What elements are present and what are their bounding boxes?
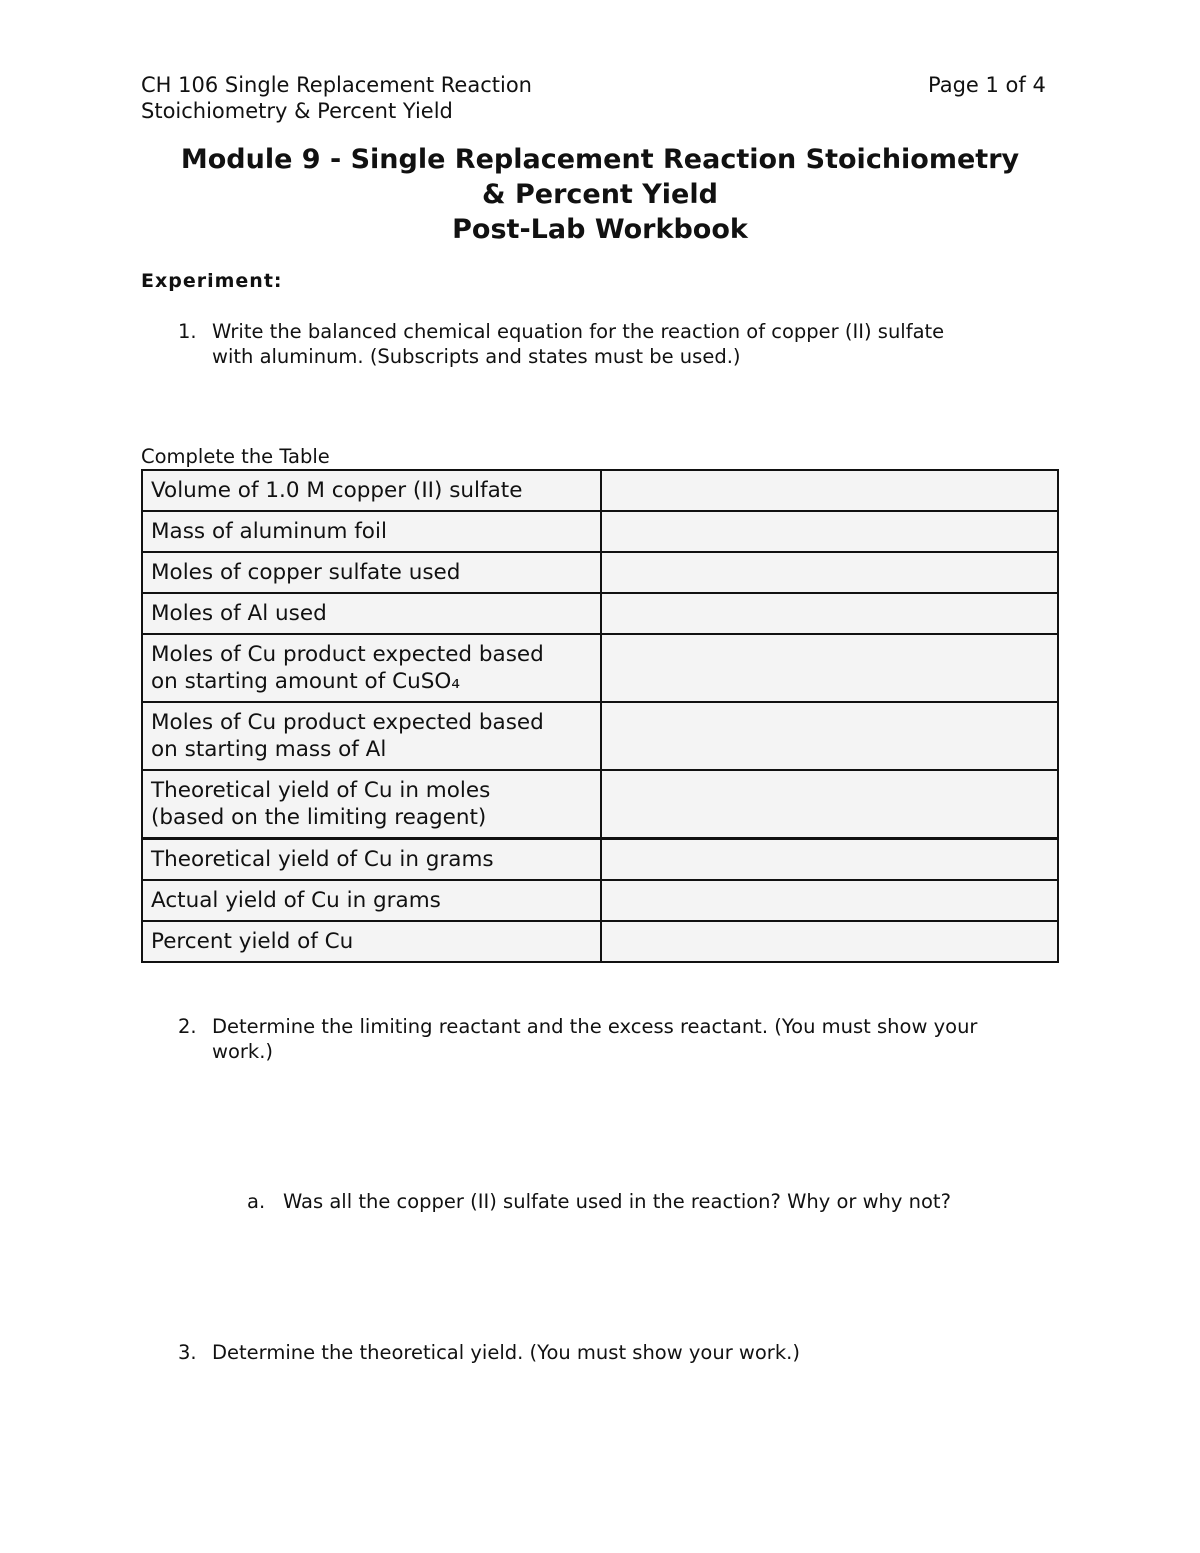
table-row xyxy=(142,470,1058,511)
row-value-cell[interactable] xyxy=(601,839,1058,881)
row-value-cell[interactable] xyxy=(601,552,1058,593)
question-text-line: Determine the theoretical yield. (You must show your work.) xyxy=(212,1341,800,1364)
table-row xyxy=(142,511,1058,552)
question-text xyxy=(212,1340,800,1365)
question-number: 3. xyxy=(178,1341,197,1364)
row-label: Actual yield of Cu in grams xyxy=(142,880,601,921)
results-table xyxy=(141,469,1059,963)
row-value-cell[interactable] xyxy=(601,634,1058,702)
row-label: Mass of aluminum foil xyxy=(142,511,601,552)
question-text xyxy=(283,1189,951,1214)
table-row xyxy=(142,770,1058,839)
section-heading-experiment: Experiment: xyxy=(141,270,283,292)
question-number: 1. xyxy=(178,320,197,343)
row-label: Moles of Cu product expected based on starting mass of Al xyxy=(142,702,601,770)
row-value-cell[interactable] xyxy=(601,511,1058,552)
row-label: Moles of Al used xyxy=(142,593,601,634)
question-text-line: Write the balanced chemical equation for the reaction of copper (II) sulfate xyxy=(212,320,945,343)
title-line-3: Post-Lab Workbook xyxy=(452,214,748,245)
table-row xyxy=(142,880,1058,921)
table-row xyxy=(142,593,1058,634)
row-value-cell[interactable] xyxy=(601,921,1058,962)
row-value-cell[interactable] xyxy=(601,593,1058,634)
question-number: 2. xyxy=(178,1015,197,1038)
table-row xyxy=(142,552,1058,593)
question-number: a. xyxy=(247,1190,266,1213)
question-text-line: work.) xyxy=(212,1040,273,1063)
document-title xyxy=(141,142,1059,247)
row-label: Percent yield of Cu xyxy=(142,921,601,962)
question-text xyxy=(212,319,944,369)
row-label: Moles of copper sulfate used xyxy=(142,552,601,593)
table-row xyxy=(142,634,1058,702)
table-row xyxy=(142,839,1058,881)
title-line-1: Module 9 - Single Replacement Reaction Stoichiometry xyxy=(180,144,1020,175)
title-line-2: & Percent Yield xyxy=(482,179,718,210)
row-label: Volume of 1.0 M copper (II) sulfate xyxy=(142,470,601,511)
page-number: Page 1 of 4 xyxy=(928,73,1046,97)
row-label: Theoretical yield of Cu in moles (based on the limiting reagent) xyxy=(142,770,601,839)
row-label: Moles of Cu product expected based on starting amount of CuSO₄ xyxy=(142,634,601,702)
running-header xyxy=(141,72,532,124)
question-text-line: with aluminum. (Subscripts and states must be used.) xyxy=(212,345,741,368)
row-value-cell[interactable] xyxy=(601,770,1058,839)
table-caption: Complete the Table xyxy=(141,445,330,468)
row-value-cell[interactable] xyxy=(601,880,1058,921)
header-course-line: CH 106 Single Replacement Reaction xyxy=(141,73,532,97)
question-text xyxy=(212,1014,977,1064)
header-subtitle-line: Stoichiometry & Percent Yield xyxy=(141,99,453,123)
table-row xyxy=(142,921,1058,962)
row-value-cell[interactable] xyxy=(601,702,1058,770)
question-text-line: Was all the copper (II) sulfate used in the reaction? Why or why not? xyxy=(283,1190,951,1213)
question-text-line: Determine the limiting reactant and the excess reactant. (You must show your xyxy=(212,1015,978,1038)
row-label: Theoretical yield of Cu in grams xyxy=(142,839,601,881)
table-row xyxy=(142,702,1058,770)
row-value-cell[interactable] xyxy=(601,470,1058,511)
